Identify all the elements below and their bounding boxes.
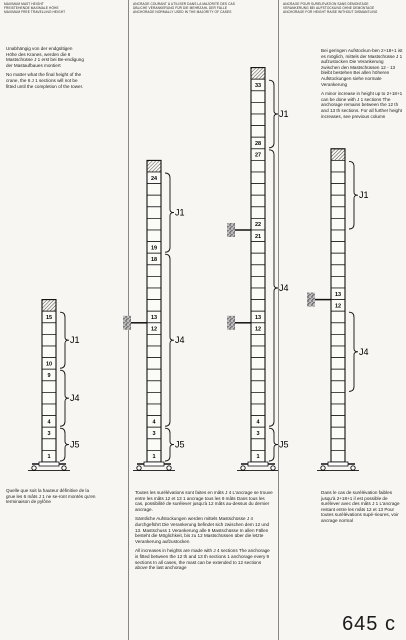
mast-section-number: 24 bbox=[150, 175, 158, 182]
note-de: Bei geringen Aufstockun-ben 2+18+1 ist es möglich, mittels der Mastschüsse J 1 aufzustocken Die Verankerung zwischen den Mastschüssen 12 - 13 bleibt bestehen Bei allen höheren Aufstockungen siehe normale Verankerung bbox=[321, 48, 403, 87]
note-fr: Quelle que soit la hauteur définitive de la grue les 6 mâts J 1 ne se-ront montés qu'en terminaison de pylône bbox=[6, 488, 96, 505]
mast-section bbox=[251, 392, 265, 404]
mast-section bbox=[331, 184, 345, 196]
mast-section bbox=[147, 195, 161, 207]
mast-section-number: 4 bbox=[256, 419, 260, 426]
mast-section bbox=[42, 381, 56, 393]
section-group-label: J4 bbox=[70, 393, 80, 404]
mast-section bbox=[147, 392, 161, 404]
mast-section bbox=[331, 369, 345, 381]
mast-section-number: 22 bbox=[254, 222, 262, 229]
mast-section bbox=[251, 114, 265, 126]
mast-section bbox=[331, 311, 345, 323]
mast-section-number: 13 bbox=[150, 315, 158, 321]
mast-base bbox=[39, 462, 59, 466]
mast-section bbox=[331, 439, 345, 451]
mast-cap bbox=[147, 160, 161, 172]
mast-section-number: 1 bbox=[152, 454, 156, 461]
mast-diagram bbox=[0, 0, 128, 640]
section-brace bbox=[269, 80, 278, 148]
mast-section-number: 12 bbox=[334, 303, 342, 310]
mast-cap bbox=[331, 149, 345, 161]
mast-section-number: 12 bbox=[254, 326, 262, 333]
mast-section-number: 10 bbox=[45, 361, 53, 368]
section-group-label: J5 bbox=[175, 439, 185, 450]
mast-section-number: 3 bbox=[152, 431, 156, 437]
section-group-label: J5 bbox=[279, 439, 289, 450]
mast-section bbox=[331, 392, 345, 404]
mast-section bbox=[251, 172, 265, 184]
wheel-icon bbox=[62, 466, 66, 470]
section-group-label: J1 bbox=[359, 190, 369, 201]
section-group-label: J5 bbox=[70, 439, 80, 450]
mast-section bbox=[331, 265, 345, 277]
mast-section bbox=[331, 404, 345, 416]
mast-section bbox=[331, 253, 345, 265]
mast-section bbox=[147, 334, 161, 346]
mast-section bbox=[147, 218, 161, 230]
note-fr: Toutes les surélévations sont faites en mâts J 4 L'ancrage se trouve entre les mâts 12 et 13 1 ancrage tous les 9 mâts Dans tous les cas, possibilité de surélever jusqu'à 12 mâts au-dessus du dernier ancrage. bbox=[135, 490, 273, 512]
mast-section bbox=[251, 195, 265, 207]
anchor-wall bbox=[123, 316, 131, 330]
mast-section-number: 18 bbox=[150, 257, 158, 263]
mast-section bbox=[147, 207, 161, 219]
mast-section-number: 28 bbox=[254, 141, 262, 147]
mast-section bbox=[331, 323, 345, 335]
section-brace bbox=[269, 150, 278, 426]
wheel-icon bbox=[167, 466, 171, 470]
note-fr: Dans le cas de surélévation faibles jusqu'à 2+18+1 il est possible de surélever avec des mâts J 1 L'ancrage restant entre les mâts 12 et 13 Pour toutes surélévations supé-rieures, voir ancrage normal bbox=[321, 490, 400, 523]
wheel-icon bbox=[32, 466, 36, 470]
mast-base bbox=[144, 462, 164, 466]
mast-section bbox=[147, 381, 161, 393]
mast bbox=[307, 149, 369, 471]
section-brace bbox=[60, 370, 69, 426]
mast-section bbox=[42, 439, 56, 451]
section-group-label: J1 bbox=[279, 109, 289, 119]
mast-section bbox=[42, 346, 56, 358]
mast-section bbox=[251, 265, 265, 277]
header-line-en: ANCHORAGE FOR HEIGHT RAISE WITHOUT DISMANTLING bbox=[283, 10, 378, 15]
mast-section-number: 13 bbox=[254, 315, 262, 321]
mast-cap bbox=[42, 300, 56, 312]
mast-section bbox=[251, 300, 265, 312]
bottom-note bbox=[321, 490, 403, 528]
section-brace bbox=[60, 312, 69, 368]
page-number: 645 c bbox=[342, 613, 396, 635]
mast-section-number: 3 bbox=[256, 431, 260, 437]
header-line-fr: MAXIMUM MAST HEIGHT bbox=[4, 2, 44, 6]
mast-section bbox=[251, 334, 265, 346]
column-raise-anchorage bbox=[278, 0, 406, 640]
mast-section bbox=[331, 346, 345, 358]
mast-section bbox=[251, 184, 265, 196]
mast-section-number: 1 bbox=[47, 454, 51, 461]
header-line-en: MAXIMUM FREE TRAVELLING HEIGHT bbox=[4, 10, 66, 15]
mast-section bbox=[331, 334, 345, 346]
mast-section bbox=[331, 207, 345, 219]
mast-section bbox=[147, 300, 161, 312]
mast-section bbox=[147, 369, 161, 381]
section-brace bbox=[60, 428, 69, 461]
wheel-icon bbox=[321, 466, 325, 470]
mast bbox=[28, 300, 80, 471]
section-brace bbox=[165, 428, 174, 461]
header-line-de: VERANKERUNG BEI AUFSTOCKUNG OHNE DEMONTAGE bbox=[283, 6, 375, 11]
anchor-wall bbox=[227, 223, 235, 237]
mast-section bbox=[147, 265, 161, 277]
section-group-label: J4 bbox=[175, 335, 185, 346]
mast-section bbox=[331, 160, 345, 172]
mast-section bbox=[147, 184, 161, 196]
mast-section bbox=[331, 381, 345, 393]
section-brace bbox=[349, 312, 358, 391]
mast-section-number: 13 bbox=[334, 291, 342, 298]
mast-base bbox=[328, 462, 348, 466]
mast-section-number: 21 bbox=[254, 233, 262, 240]
mast-section-number: 12 bbox=[150, 326, 158, 333]
mast-section bbox=[251, 242, 265, 254]
mast-section bbox=[42, 334, 56, 346]
mast-section bbox=[251, 288, 265, 300]
mast-section bbox=[42, 323, 56, 335]
mast-section bbox=[251, 381, 265, 393]
header-line-en: ANCHORAGE NORMALLY USED IN THE MAJORITY OF CASES bbox=[133, 10, 232, 15]
wheel-icon bbox=[137, 466, 141, 470]
mast-section bbox=[42, 392, 56, 404]
mast-section-number: 9 bbox=[47, 373, 51, 379]
header-line-fr: ANCRAGE COURANT À UTILISER DANS LA MAJORITÉ DES CAS bbox=[133, 2, 235, 6]
mast-diagram bbox=[279, 0, 406, 640]
mast-section bbox=[331, 450, 345, 462]
header-line-fr: ANCRAGE POUR SURÉLÉVATION SANS DÉMONTAGE bbox=[283, 2, 369, 6]
mast bbox=[123, 160, 185, 470]
mast-section bbox=[147, 230, 161, 242]
mast-section-number: 3 bbox=[47, 431, 51, 437]
note-en: A minor increase in height up to 2+18+1 can be done with J 1 sections The anchorage remains between the 12 th and 13 th sections. For all further height increases, see previous column bbox=[321, 91, 403, 119]
bottom-note bbox=[135, 490, 273, 575]
section-group-label: J4 bbox=[279, 283, 289, 293]
mast-section bbox=[42, 404, 56, 416]
mast-section bbox=[251, 91, 265, 103]
mast-section bbox=[147, 276, 161, 288]
mast-section-number: 1 bbox=[256, 454, 260, 461]
anchor-wall bbox=[227, 316, 235, 330]
section-group-label: J1 bbox=[175, 207, 185, 218]
mast-section bbox=[251, 404, 265, 416]
mast-base bbox=[248, 462, 268, 466]
mast-section bbox=[251, 276, 265, 288]
mast-section bbox=[251, 358, 265, 370]
mast-section bbox=[331, 172, 345, 184]
column-free-height bbox=[0, 0, 128, 640]
section-group-label: J1 bbox=[70, 335, 80, 346]
wheel-icon bbox=[351, 466, 355, 470]
mast-section bbox=[331, 358, 345, 370]
note-en: All increases in heights are made with J 4 sections The anchorage is fitted between the 12 th and 13 th sections 1 anchorage every 9 sections In all cases, the mast can be extended to 12 sections above the last anchorage bbox=[135, 548, 270, 571]
header-line-de: FREISTEHENDE MAXIMALE HÖHE bbox=[4, 6, 59, 11]
mast-section-number: 19 bbox=[150, 245, 158, 252]
mast-section-number: 15 bbox=[45, 315, 53, 321]
mast-section bbox=[251, 253, 265, 265]
mast-section bbox=[331, 427, 345, 439]
mast-section bbox=[147, 358, 161, 370]
mast-section bbox=[331, 230, 345, 242]
mast-section bbox=[331, 242, 345, 254]
mast-section bbox=[331, 416, 345, 428]
mast-section bbox=[251, 346, 265, 358]
mast-section bbox=[251, 160, 265, 172]
mast-section bbox=[147, 288, 161, 300]
mast-section bbox=[251, 126, 265, 138]
section-brace bbox=[349, 161, 358, 229]
mast-section-number: 33 bbox=[254, 83, 262, 89]
note-de: Unabhängig von der endgültigen Höhe des Kranes, werden die 6 Mastschüsse J 1 erst bei Be-endigung der Mastaufbaues montiert bbox=[6, 46, 84, 68]
mast-section bbox=[251, 439, 265, 451]
mast-section-number: 4 bbox=[47, 419, 51, 426]
bottom-note bbox=[6, 488, 96, 509]
mast-section bbox=[251, 207, 265, 219]
mast-section bbox=[331, 195, 345, 207]
mast-cap bbox=[251, 68, 265, 80]
mast-section bbox=[147, 346, 161, 358]
header-line-de: ÜBLICHE VERANKERUNG FÜR DIE MEHRZAHL DER FÄLLE bbox=[133, 6, 228, 11]
mast-section bbox=[251, 102, 265, 114]
wheel-icon bbox=[271, 466, 275, 470]
section-brace bbox=[269, 428, 278, 461]
note-en: No matter what the final height of the crane, the 6 J 1 sections will not be fitted until the completion of the tower. bbox=[6, 72, 84, 89]
mast-section bbox=[147, 439, 161, 451]
note-de: Sämtliche Aufstockungen werden mittels Mastschüsse J 4 durchgeführt Die Verankerung befindet sich zwischen dem 12 und 13. Mastschuss 1 Verankerung alle 9 Mastschüsse In allen Fällen besteht die Möglichkeit, bis zu 12 Mastschüssen über die letzte Verankerung aufzustocken bbox=[135, 516, 270, 544]
mast-section bbox=[331, 276, 345, 288]
column-normal-anchorage bbox=[128, 0, 289, 640]
mast-section bbox=[251, 369, 265, 381]
mast-section bbox=[331, 218, 345, 230]
mast-section bbox=[147, 404, 161, 416]
anchor-wall bbox=[307, 293, 315, 307]
section-group-label: J4 bbox=[359, 346, 369, 357]
section-brace bbox=[165, 173, 174, 252]
section-brace bbox=[165, 254, 174, 426]
mast-section-number: 27 bbox=[254, 152, 262, 159]
mast-section-number: 4 bbox=[152, 419, 156, 426]
wheel-icon bbox=[241, 466, 245, 470]
